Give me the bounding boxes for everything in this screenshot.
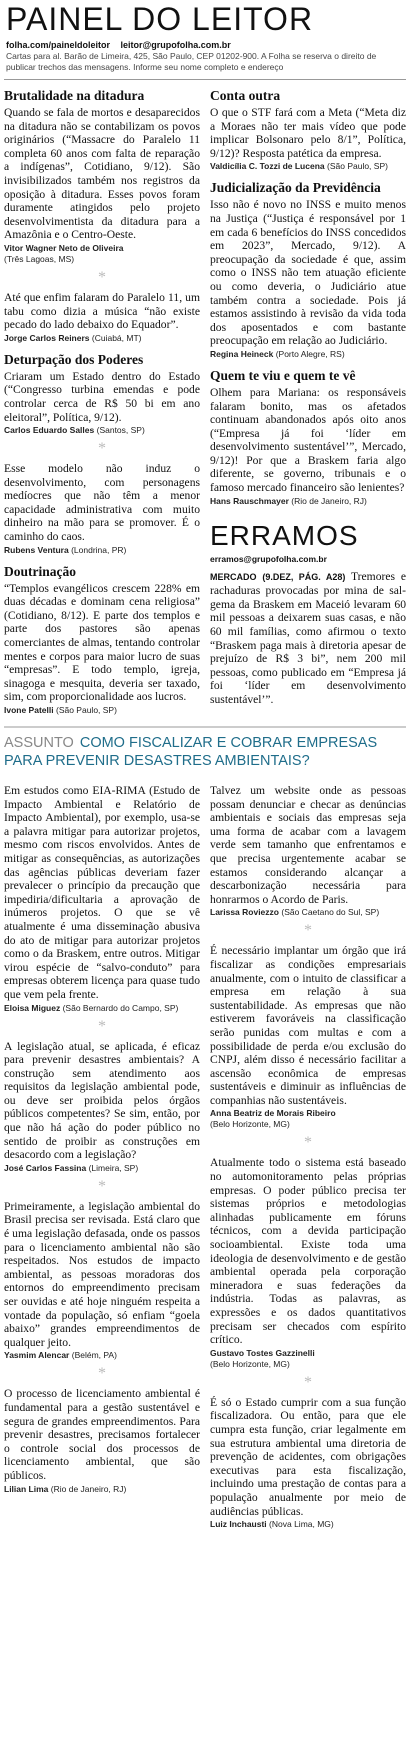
author-name: Gustavo Tostes Gazzinelli	[210, 1347, 315, 1358]
author-name: Lilian Lima	[4, 1483, 49, 1494]
letter-text: Criaram um Estado dentro do Estado (“Congresso turbina emendas e pode controlar cerca de R$ 50 bi em ano eleitoral”, Política, 9/12).	[4, 369, 200, 424]
letter-text: A legislação atual, se aplicada, é eficaz para prevenir desastres ambientais? A construção sem atendimento aos requisitos da legislação ambiental pode, ou deve ser proibida pelos órgãos públicos competentes? Se sim, então, por que não há ação do poder público no sentido de proibir as construções em desacordo com a legislação?	[4, 1039, 200, 1162]
author-name: Ivone Patelli	[4, 705, 54, 715]
author-name: Yasmim Alencar	[4, 1350, 70, 1361]
topic-banner	[4, 726, 406, 770]
letters-right-column	[210, 80, 406, 716]
letter-signature	[210, 1348, 406, 1370]
author-name: Eloisa Miguez	[4, 1002, 61, 1013]
author-place: (Belo Horizonte, MG)	[210, 1358, 290, 1369]
separator-star-icon: *	[98, 1177, 106, 1195]
separator-star-icon: *	[98, 1017, 106, 1035]
author-place: (Rio de Janeiro, RJ)	[50, 1483, 127, 1494]
separator-star-icon: *	[304, 1134, 312, 1152]
separator-star-icon: *	[98, 1365, 106, 1383]
letter-text: É só o Estado cumprir com a sua função fiscalizadora. Ou então, para que ele cumpra esta função, criar legalmente em sua estrutura ambiental uma diretoria de prevenção de acidentes, com obrigações executivas para esta fiscalização, incluindo uma prestação de contas para a população anualmente por meio de audiências públicas.	[210, 1395, 406, 1518]
letters-topic	[0, 784, 410, 1530]
author-place: (Belo Horizonte, MG)	[210, 1119, 290, 1130]
letter-signature	[4, 705, 200, 716]
letter-signature	[4, 545, 200, 556]
reader-panel-link[interactable]: folha.com/paineldoleitor	[6, 40, 111, 50]
letter-heading: Conta outra	[210, 88, 281, 103]
author-name: Luiz Inchausti	[210, 1519, 267, 1530]
separator-star-icon: *	[98, 440, 106, 458]
author-place: (Porto Alegre, RS)	[275, 348, 345, 359]
letter-text: Primeiramente, a legislação ambiental do Brasil precisa ser revisada. Está claro que é uma legislação defasada, onde os passos para o licenciamento ambiental não são respeitados. Nos estudos de impacto ambiental, as pessoas moradoras dos entornos do empreendimento precisam ser ouvidas e até hoje ninguém respeita a vontade da população, só enfiam “goela abaixo” grandes empreendimentos de qualquer jeito.	[4, 1199, 200, 1349]
letter-signature	[210, 496, 406, 507]
letter-signature	[4, 425, 200, 436]
letter-signature	[210, 907, 406, 918]
letter-text: Esse modelo não induz o desenvolvimento, com personagens medíocres que não têm a menor capacidade administrativa com muito dinheiro na mão para se promover. É o caminho do caos.	[4, 462, 200, 544]
author-name: Rubens Ventura	[4, 544, 69, 555]
letter-heading: Judicialização da Previdência	[210, 180, 381, 196]
letter-signature	[4, 333, 200, 344]
letter-text: Quando se fala de mortos e desaparecidos na ditadura não se contabilizam os povos originários (“Massacre do Paralelo 11 completa 60 anos com falta de reparação a indígenas”, Cotidiano, 9/12). São invisibilizados também nos registros da oposição à ditadura. Esses povos foram duramente atingidos pelo projeto desenvolvimentista da ditadura para a Amazônia e o Centro-Oeste.	[4, 106, 200, 242]
separator-star-icon: *	[304, 922, 312, 940]
letter-signature	[210, 349, 406, 360]
author-place: (Belém, PA)	[71, 1350, 117, 1361]
separator-star-icon: *	[304, 1373, 312, 1391]
author-name: Regina Heineck	[210, 348, 274, 359]
letter-signature	[4, 243, 200, 265]
author-place: (Cuiabá, MT)	[91, 332, 142, 343]
author-place: (São Paulo, SP)	[327, 161, 388, 172]
erramos-text: Tremores e rachaduras provocadas por mina de sal-gema da Braskem em Maceió levaram 60 mil pessoas a deixarem suas casas, e não 60 mil famílias, como afirmou o texto “Braskem paga mais à diretoria apesar de prejuízo de R$ 3 bi”, nem 200 mil pessoas, como publicado em “Empresa já foi ‘líder em desenvolvimento sustentável’”.	[210, 569, 406, 706]
erramos-email-link[interactable]: erramos@grupofolha.com.br	[210, 553, 327, 564]
letter-signature	[210, 161, 406, 172]
letter-heading: Deturpação dos Poderes	[4, 351, 144, 367]
submission-notice: Cartas para al. Barão de Limeira, 425, São Paulo, CEP 01202-900. A Folha se reserva o direito de publicar trechos das mensagens. Informe seu nome completo e endereço	[6, 51, 377, 72]
letter-signature	[4, 1350, 200, 1361]
reader-email-link[interactable]: leitor@grupofolha.com.br	[120, 40, 231, 50]
letter-text: Atualmente todo o sistema está baseado no automonitoramento pelas próprias empresas. O poder público precisa ter sistemas próprios e metodologias alinhadas publicamente em fóruns técnicos, com a devida participação socioambiental. Existe toda uma ideologia de desenvolvimento e de gestão ambiental operada pela corporação mineradora e suas federações da indústria. Todas as palavras, as expressões e os dados quantitativos precisam ser checados com espírito crítico.	[210, 1156, 406, 1347]
author-name: José Carlos Fassina	[4, 1162, 87, 1173]
topic-question: COMO FISCALIZAR E COBRAR EMPRESAS PARA PREVENIR DESASTRES AMBIENTAIS?	[4, 735, 378, 769]
letter-text: O que o STF fará com a Meta (“Meta diz a Moraes não ter mais vídeo que pode implicar Bolsonaro pelo 8/1”, Política, 9/12)? Resposta patética da empresa.	[210, 106, 406, 160]
author-place: (Limeira, SP)	[88, 1162, 139, 1173]
author-place: (Rio de Janeiro, RJ)	[291, 495, 367, 506]
letter-text: É necessário implantar um órgão que irá fiscalizar as condições empresariais anualmente, com o intuito de classificar a empresa em relação à sua sustentabilidade. As empresas que não estiverem favoráveis na classificação serão punidas com multas e com a possibilidade de perda e/ou exclusão do CNPJ, além disso é necessário facilitar a ascensão econômica de empresas sustentáveis e diminuir as influências de companhias não sustentáveis.	[210, 944, 406, 1107]
letter-text: Até que enfim falaram do Paralelo 11, um tabu como dizia a música “não existe pecado do lado debaixo do Equador”.	[4, 290, 200, 332]
topic-right-column	[210, 784, 406, 1530]
letter-text: “Templos evangélicos crescem 228% em duas décadas e dominam cena religiosa” (Cotidiano, 8/12). E parte dos templos e parte dos pastores são apenas comerciantes de almas, tentando controlar mentes e corpos para maior lucro de suas “empresas”. E todo templo, igreja, sinagoga e mesquita, deveria ser taxado, sim, com proporcionalidade aos lucros.	[4, 581, 200, 704]
letter-signature	[4, 1163, 200, 1174]
author-name: Vitor Wagner Neto de Oliveira	[4, 242, 124, 253]
erramos-section-tag: MERCADO	[210, 571, 257, 582]
letter-text: Em estudos como EIA-RIMA (Estudo de Impacto Ambiental e Relatório de Impacto Ambiental), por exemplo, usa-se a palavra mitigar para autorizar projetos, mesmo com riscos envolvidos. Antes de mitigar as consequências, as autorizações das agências públicas deveriam fazer prevalecer o princípio da precaução que impediria/dificultaria a aprovação de inúmeros projetos. O que se vê atualmente é uma disseminação abusiva do ato de mitigar para autorizar projetos como o da Braskem, entre outros. Mitigar virou espécie de “salvo-conduto” para empresas obterem licença para quase tudo que vem pela frente.	[4, 784, 200, 1001]
erramos-title: ERRAMOS	[210, 519, 359, 551]
letter-signature	[4, 1484, 200, 1495]
author-name: Jorge Carlos Reiners	[4, 332, 90, 343]
letters-top	[0, 80, 410, 716]
letter-heading: Doutrinação	[4, 563, 76, 579]
topic-label: ASSUNTO	[4, 735, 74, 751]
letter-text: Olhem para Mariana: os responsáveis falaram bonito, mas os afetados continuam abandonados após oito anos (“Empresa já foi ‘líder em desenvolvimento sustentável’”, Mercado, 9/12)! Por que a Braskem faria algo diferente, se governo, tribunais e o famoso mercado financeiro são lenientes?	[210, 385, 406, 495]
author-name: Hans Rauschmayer	[210, 495, 289, 506]
separator-star-icon: *	[98, 268, 106, 286]
letter-heading: Quem te viu e quem te vê	[210, 367, 356, 383]
author-name: Valdicília C. Tozzi de Lucena	[210, 161, 325, 172]
author-place: (São Caetano do Sul, SP)	[281, 907, 380, 918]
contact-line	[6, 40, 410, 50]
author-place: (Três Lagoas, MS)	[4, 253, 75, 264]
author-place: (Nova Lima, MG)	[269, 1519, 334, 1530]
letter-text: Talvez um website onde as pessoas possam denunciar e checar as denúncias ambientais e sociais das empresas seja uma forma de acabar com a lavagem verde sem tamanho que enfrentamos e que precisa urgentemente acabar se estamos considerando alcançar a descarbonização necessária para honrarmos o Acordo de Paris.	[210, 784, 406, 906]
author-name: Anna Beatriz de Morais Ribeiro	[210, 1108, 336, 1119]
letter-signature	[210, 1108, 406, 1130]
letter-signature	[210, 1519, 406, 1530]
page-title: PAINEL DO LEITOR	[6, 1, 314, 37]
author-place: (Santos, SP)	[96, 425, 145, 436]
topic-left-column	[4, 784, 200, 1530]
letter-text: Isso não é novo no INSS e muito menos na Justiça (“Justiça é responsável por 1 em cada 6 benefícios do INSS concedidos em 2023”, Mercado, 9/12). A preocupação da sociedade é que, assim como o INSS não tem atuação eficiente ou como deveria, o Judiciário atue também contra a sociedade. Pois já estamos assistindo à revisão da vida toda dos aposentados e com bastante preocupação em relação ao Judiciário.	[210, 198, 406, 348]
letter-text: O processo de licenciamento ambiental é fundamental para a gestão sustentável e segura de grandes empreendimentos. Para prevenir desastres, precisamos fortalecer o controle social dos processos de licenciamento ambiental, que são públicos.	[4, 1387, 200, 1482]
author-place: (Londrina, PR)	[71, 544, 127, 555]
author-place: (São Bernardo do Campo, SP)	[62, 1002, 179, 1013]
author-name: Carlos Eduardo Salles	[4, 425, 95, 436]
letter-signature	[4, 1003, 200, 1014]
author-name: Larissa Roviezzo	[210, 907, 279, 918]
letters-left-column	[4, 80, 200, 716]
erramos-date: (9.DEZ, PÁG. A28)	[262, 571, 346, 582]
author-place: (São Paulo, SP)	[55, 705, 117, 715]
erramos-correction	[210, 570, 406, 707]
letter-heading: Brutalidade na ditadura	[4, 88, 145, 103]
